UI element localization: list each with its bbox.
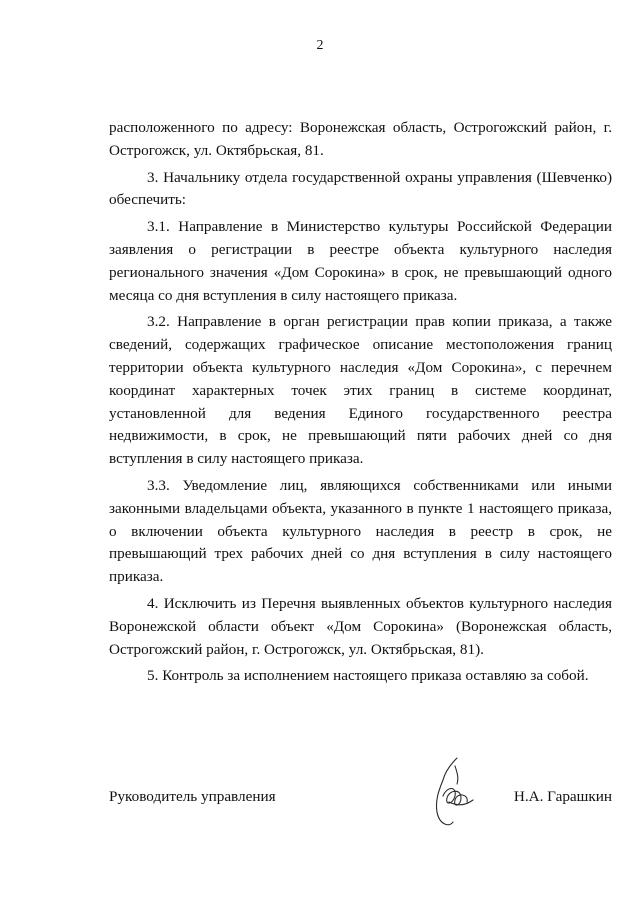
paragraph-item-3: 3. Начальнику отдела государственной охраны управления (Шевченко) обеспечить: — [109, 168, 612, 209]
paragraph-item-3-2: 3.2. Направление в орган регистрации прав копии приказа, а также сведений, содержащих графическое описание местоположения границ территории объекта культурного наследия «Дом Сорокина», с перечнем координат характерных точек этих границ в системе координат, установленной для ведения Единого государственного реестра недвижимости, в срок, не превышающий пяти рабочих дней со дня вступления в силу настоящего приказа. — [109, 313, 612, 468]
paragraph-item-5: 5. Контроль за исполнением настоящего приказа оставляю за собой. — [147, 667, 589, 685]
paragraph-item-4: 4. Исключить из Перечня выявленных объектов культурного наследия Воронежской области объект «Дом Сорокина» (Воронежская область, Острогожский район, г. Острогожск, ул. Октябрьская, 81). — [109, 594, 612, 658]
page-number: 2 — [316, 38, 324, 53]
handwritten-signature — [427, 756, 477, 834]
document-body — [109, 117, 612, 692]
signatory-title: Руководитель управления — [109, 788, 276, 805]
paragraph-item-3-1: 3.1. Направление в Министерство культуры Российской Федерации заявления о регистрации в реестре объекта культурного наследия регионального значения «Дом Сорокина» в срок, не превышающий одного месяца со дня вступления в силу настоящего приказа. — [109, 218, 612, 304]
paragraph-address-continuation: расположенного по адресу: Воронежская область, Острогожский район, г. Острогожск, ул. Октябрьская, 81. — [109, 119, 612, 159]
signature-block — [109, 786, 612, 846]
paragraph-item-3-3: 3.3. Уведомление лиц, являющихся собственниками или иными законными владельцами объекта, указанного в пункте 1 настоящего приказа, о включении объекта культурного наследия в реестр в срок, не превышающий трех рабочих дней со дня вступления в силу настоящего приказа. — [109, 476, 612, 586]
signatory-name: Н.А. Гарашкин — [513, 788, 612, 805]
